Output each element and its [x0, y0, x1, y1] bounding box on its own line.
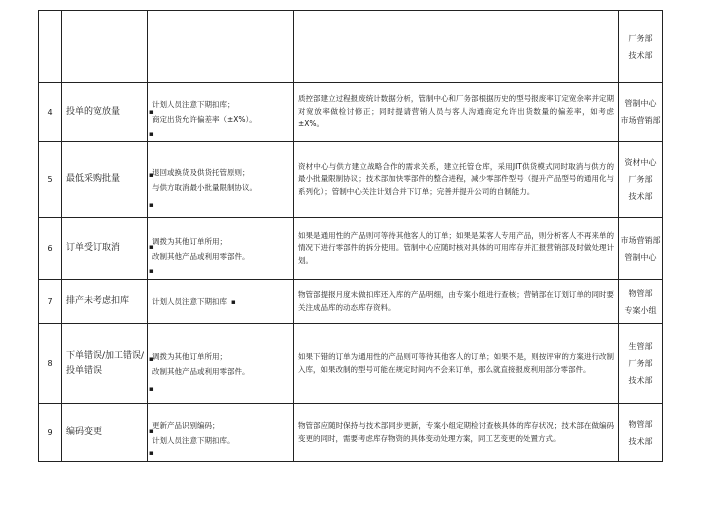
table-row — [39, 280, 663, 324]
department-label: 技术部 — [628, 376, 653, 385]
item-name — [62, 11, 148, 83]
bullet-icon: ▪ — [149, 201, 154, 209]
department-label: 技术部 — [628, 436, 653, 446]
department-cell — [619, 142, 663, 218]
department-label: 专案小组 — [624, 305, 657, 315]
department-label: 厂务部 — [628, 175, 653, 184]
measures-cell — [148, 324, 294, 404]
measures-cell — [148, 83, 294, 142]
bullet-icon: ▪ — [149, 243, 154, 251]
measure-line: 商定出货允许偏差率（±X%）。 — [152, 115, 257, 124]
table-row — [39, 404, 663, 462]
department-cell — [619, 404, 663, 462]
item-name: 订单受订取消 — [62, 218, 148, 280]
department-label: 市场营销部 — [620, 116, 661, 125]
item-name: 排产未考虑扣库 — [62, 280, 148, 324]
bullet-icon: ▪ — [231, 297, 236, 306]
department-label: 管制中心 — [624, 99, 657, 108]
measure-line: 退回或换货及供货托管原则； — [152, 167, 250, 177]
inventory-measures-table — [38, 10, 663, 462]
description-cell: 质控部建立过程报废统计数据分析，管制中心和厂务部根据历史的型号报废率订定宽余率并定期对宽放率做检讨修正；同时提请营销人员与客人沟通商定允许出货数量的偏差率，如考虑±X%。 — [294, 83, 619, 142]
measure-line: 改制其他产品或利用零部件。 — [152, 251, 250, 261]
department-cell — [619, 280, 663, 324]
row-number: 7 — [39, 280, 62, 324]
department-label: 资材中心 — [624, 158, 657, 167]
table-row — [39, 142, 663, 218]
department-cell — [619, 218, 663, 280]
description-cell: 物管部应随时保持与技术部同步更新，专案小组定期检讨查核具体的库存状况；技术部在做编码变更的同时，需要考虑库存物资的具体变动处理方案，同工艺变更的处置方式。 — [294, 404, 619, 462]
bullet-icon: ▪ — [149, 267, 154, 275]
table-row — [39, 324, 663, 404]
department-label: 厂务部 — [628, 33, 653, 43]
row-number: 4 — [39, 83, 62, 142]
department-cell — [619, 11, 663, 83]
description-cell — [294, 11, 619, 83]
measure-line: 与供方取消最小批量限制协议。 — [152, 182, 257, 192]
table-row — [39, 11, 663, 83]
item-name: 最低采购批量 — [62, 142, 148, 218]
item-name: 编码变更 — [62, 404, 148, 462]
measure-line: 计划人员注意下期扣库； — [152, 100, 235, 109]
row-number: 9 — [39, 404, 62, 462]
bullet-icon: ▪ — [149, 449, 154, 457]
measure-line: 改制其他产品或利用零部件。 — [152, 366, 250, 376]
measures-cell — [148, 11, 294, 83]
measure-line: 调拨为其他订单所用； — [152, 351, 227, 361]
bullet-icon: ▪ — [149, 427, 154, 435]
department-label: 管制中心 — [624, 252, 657, 262]
measures-cell — [148, 142, 294, 218]
bullet-icon: ▪ — [149, 385, 154, 393]
table-row — [39, 218, 663, 280]
item-name: 投单的宽放量 — [62, 83, 148, 142]
row-number: 8 — [39, 324, 62, 404]
row-number — [39, 11, 62, 83]
description-cell: 资材中心与供方建立战略合作的需求关系，建立托管仓库，采用JIT供货模式同时取消与供方的最小批量限制协议；技术部加快零部件的整合进程，减少零部件型号（提升产品型号的通用化与系列化）；管制中心关注计划合并下订单；完善并提升公司的自制能力。 — [294, 142, 619, 218]
description-cell: 如果下错的订单为通用性的产品则可等待其他客人的订单；如果不是，则按评审的方案进行改制入库，如果改制的型号可能在规定时间内不会来订单，那么就直接报废利用部分零部件。 — [294, 324, 619, 404]
measure-line: 计划人员注意下期扣库 — [152, 296, 227, 306]
department-label: 技术部 — [628, 192, 653, 201]
measure-line: 更新产品识别编码； — [152, 420, 220, 430]
item-name: 下单错误/加工错误/投单错误 — [62, 324, 148, 404]
measure-line: 调拨为其他订单所用； — [152, 236, 227, 246]
bullet-icon: ▪ — [149, 130, 154, 138]
measure-line: 计划人员注意下期扣库。 — [152, 435, 235, 445]
row-number: 6 — [39, 218, 62, 280]
department-label: 物管部 — [628, 288, 653, 298]
bullet-icon: ▪ — [149, 355, 154, 363]
table-row — [39, 83, 663, 142]
department-cell — [619, 324, 663, 404]
department-label: 物管部 — [628, 419, 653, 429]
row-number: 5 — [39, 142, 62, 218]
measures-cell — [148, 280, 294, 324]
department-cell — [619, 83, 663, 142]
measures-cell — [148, 218, 294, 280]
department-label: 厂务部 — [628, 359, 653, 368]
bullet-icon: ▪ — [149, 171, 154, 179]
description-cell: 物管部提报月度未做扣库还入库的产品明细，由专案小组进行查核；营销部在订划订单的同时要关注成品库的动态库存资料。 — [294, 280, 619, 324]
description-cell: 如果是通用性的产品则可等待其他客人的订单；如果是某客人专用产品，则分析客人不再来单的情况下进行零部件的拆分使用。管制中心应随时核对具体的可用库存并汇报营销部及时做处理计划。 — [294, 218, 619, 280]
department-label: 技术部 — [628, 50, 653, 60]
bullet-icon: ▪ — [149, 108, 154, 116]
measures-cell — [148, 404, 294, 462]
department-label: 市场营销部 — [620, 235, 661, 245]
department-label: 生管部 — [628, 342, 653, 351]
